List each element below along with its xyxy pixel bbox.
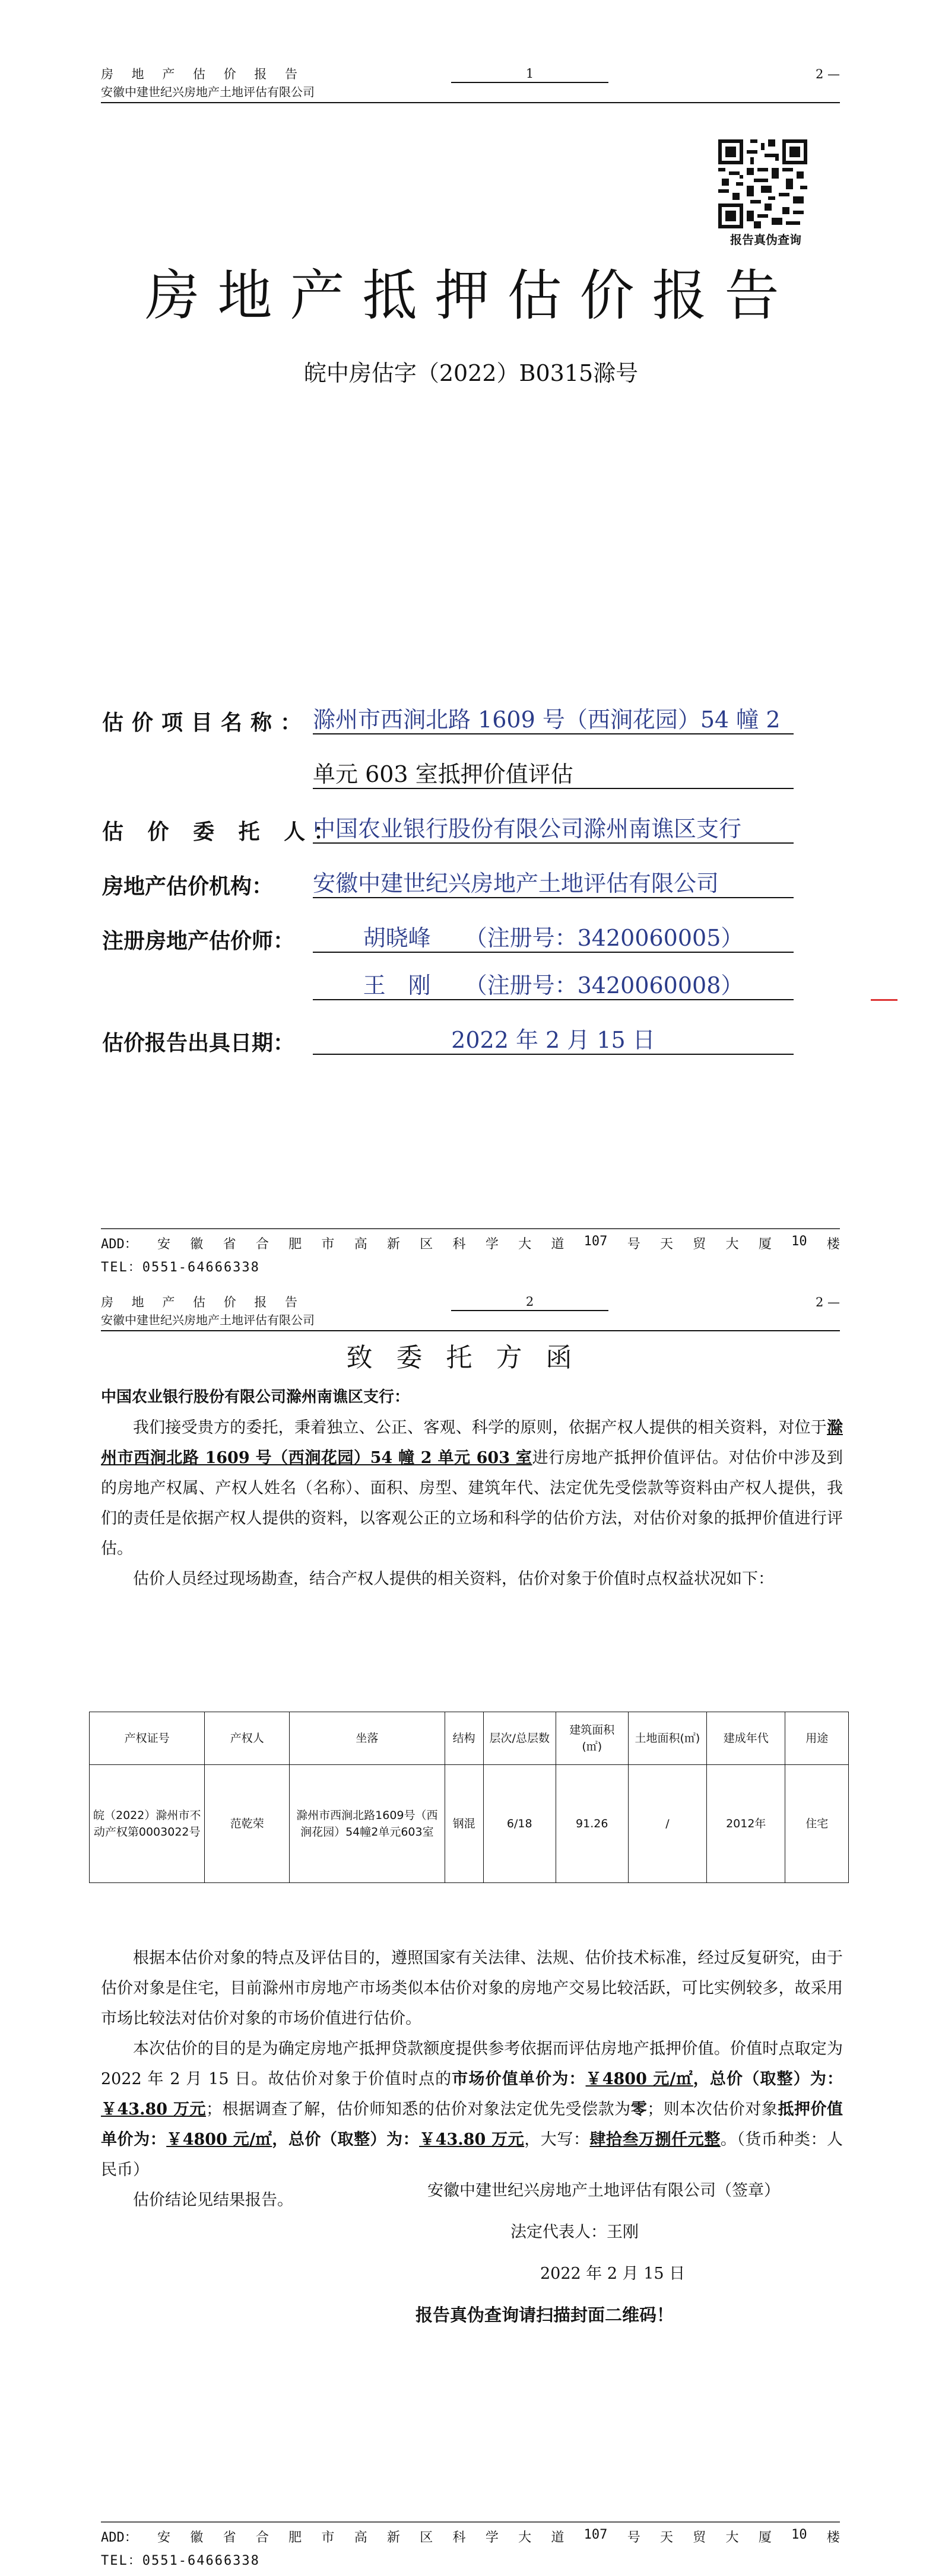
value-market-unit: ￥4800 元/㎡ bbox=[585, 2070, 693, 2088]
letter-property-address: 滁州市西涧北路 1609 号（西涧花园）54 幢 2 单元 603 室 bbox=[101, 1419, 843, 1467]
footer-divider bbox=[101, 1228, 840, 1229]
letter-text: 进行房地产抵押价值评估。对估价中涉及到的房地产权属、产权人姓名（名称）、面积、房型、建筑年代、法定优先受偿款等资料由产权人提供，我们的责任是依据产权人提供的资料，以客观公正的立场和科学的估价方法，对估价对象的抵押价值进行评估。 bbox=[101, 1449, 843, 1558]
footer-addr-part: 安 bbox=[157, 1237, 171, 1252]
page-footer bbox=[101, 1234, 840, 1276]
letter-text: ；则本次估价对象 bbox=[647, 2100, 778, 2119]
footer-tel: TEL：0551-64666338 bbox=[101, 1260, 260, 1275]
footer-addr-part: 省 bbox=[223, 1237, 236, 1252]
value-market-total: ￥43.80 万元 bbox=[101, 2100, 207, 2119]
info-label-appraisers: 注册房地产估价师： bbox=[102, 929, 295, 953]
letter-text: 我们接受贵方的委托，秉着独立、公正、客观、科学的原则，依据产权人提供的相关资料，对位于 bbox=[133, 1419, 827, 1437]
footer-addr-part: 107 bbox=[583, 1234, 608, 1249]
table-cell: 钢混 bbox=[445, 1765, 483, 1883]
info-row-project-cont bbox=[102, 761, 844, 815]
letter-text: 。（货币种类：人民币） bbox=[101, 2130, 843, 2179]
footer-addr-part: 楼 bbox=[826, 2530, 840, 2545]
letter-paragraph: 估价结论见结果报告。 bbox=[133, 2191, 293, 2209]
footer-addr-part: 徽 bbox=[190, 1237, 204, 1252]
footer-addr-part: 10 bbox=[791, 2527, 807, 2542]
footer-addr-part: 合 bbox=[255, 2530, 269, 2545]
table-header-cell: 建筑面积(㎡) bbox=[556, 1712, 628, 1765]
header-company: 安徽中建世纪兴房地产土地评估有限公司 bbox=[101, 1313, 315, 1327]
letter-text: ，大写： bbox=[524, 2130, 590, 2149]
label-mortgage-unit: 抵押价值单价为： bbox=[101, 2100, 843, 2149]
info-label-project: 估价项目名称： bbox=[102, 711, 310, 735]
info-value-project-line2: 单元 603 室抵押价值评估 bbox=[313, 761, 794, 789]
header-page-total: 2 — bbox=[815, 67, 840, 81]
footer-addr-part: 天 bbox=[659, 2530, 673, 2545]
header-divider bbox=[101, 102, 840, 103]
footer-addr-part: 安 bbox=[157, 2530, 171, 2545]
footer-addr-part: 学 bbox=[485, 2530, 499, 2545]
info-value-date: 2022 年 2 月 15 日 bbox=[313, 1026, 794, 1055]
qr-code-icon[interactable] bbox=[718, 139, 807, 228]
table-cell: 滁州市西涧北路1609号（西涧花园）54幢2单元603室 bbox=[290, 1765, 445, 1883]
info-row-date bbox=[102, 1026, 844, 1081]
letter-body-cont bbox=[101, 1943, 843, 2215]
info-label-agency: 房地产估价机构： bbox=[102, 874, 274, 899]
info-value-agency: 安徽中建世纪兴房地产土地评估有限公司 bbox=[313, 870, 794, 898]
footer-addr-part: 贸 bbox=[693, 1237, 706, 1252]
table-header-cell: 土地面积(㎡) bbox=[628, 1712, 706, 1765]
header-report-type: 房 地 产 估 价 报 告 bbox=[101, 67, 305, 81]
table-cell: 皖（2022）滁州市不动产权第0003022号 bbox=[90, 1765, 205, 1883]
table-header-row bbox=[90, 1712, 849, 1765]
footer-addr-part: 大 bbox=[518, 1237, 532, 1252]
info-row-agency bbox=[102, 870, 844, 924]
sign-representative: 法定代表人：王刚 bbox=[510, 2223, 639, 2241]
footer-addr-part: 市 bbox=[321, 1237, 335, 1252]
info-row-client bbox=[102, 815, 844, 870]
page-footer bbox=[101, 2527, 840, 2569]
table-header-cell: 层次/总层数 bbox=[483, 1712, 556, 1765]
table-header-cell: 结构 bbox=[445, 1712, 483, 1765]
footer-addr-part: 市 bbox=[321, 2530, 335, 2545]
value-amount-in-words: 肆拾叁万捌仟元整 bbox=[589, 2130, 721, 2149]
info-label-client: 估 价 委 托 人： bbox=[102, 820, 344, 844]
cover-page bbox=[0, 0, 942, 1281]
page-header bbox=[101, 1293, 840, 1329]
info-row-project bbox=[102, 706, 844, 761]
letter-text: 本次估价的目的是为确定房地产抵押贷款额度提供参考依据而评估房地产抵押价值。价值时点取定为 2022 年 2 月 15 日。故估价对象于价值时点的 bbox=[101, 2040, 843, 2088]
header-page-number: 1 bbox=[451, 65, 608, 83]
table-header-cell: 建成年代 bbox=[707, 1712, 785, 1765]
header-company: 安徽中建世纪兴房地产土地评估有限公司 bbox=[101, 85, 315, 99]
footer-addr-part: 新 bbox=[386, 1237, 400, 1252]
page-header bbox=[101, 65, 840, 101]
letter-body bbox=[101, 1382, 843, 1594]
table-cell: / bbox=[628, 1765, 706, 1883]
footer-addr-part: 贸 bbox=[693, 2530, 706, 2545]
footer-addr-part: 道 bbox=[551, 2530, 564, 2545]
footer-addr-part: 区 bbox=[420, 2530, 433, 2545]
letter-text: ；根据调查了解，估价师知悉的估价对象法定优先受偿款为 bbox=[206, 2100, 631, 2119]
table-header-cell: 产权人 bbox=[205, 1712, 290, 1765]
footer-addr-part: 大 bbox=[725, 2530, 739, 2545]
sign-company: 安徽中建世纪兴房地产土地评估有限公司（签章） bbox=[427, 2181, 780, 2200]
footer-addr-part: 号 bbox=[627, 1237, 640, 1252]
table-cell: 6/18 bbox=[483, 1765, 556, 1883]
footer-address bbox=[101, 2527, 840, 2546]
footer-addr-part: 高 bbox=[354, 1237, 367, 1252]
info-row-appraiser2 bbox=[102, 972, 844, 1026]
footer-addr-part: 科 bbox=[452, 2530, 466, 2545]
footer-addr-part: 厦 bbox=[758, 1237, 772, 1252]
value-mortgage-unit: ￥4800 元/㎡ bbox=[166, 2130, 272, 2149]
table-cell: 住宅 bbox=[785, 1765, 849, 1883]
footer-addr-part: 道 bbox=[551, 1237, 564, 1252]
table-header-cell: 产权证号 bbox=[90, 1712, 205, 1765]
footer-addr-part: 107 bbox=[583, 2527, 608, 2542]
sign-date: 2022 年 2 月 15 日 bbox=[540, 2265, 686, 2283]
table-cell: 91.26 bbox=[556, 1765, 628, 1883]
footer-addr-part: ADD： bbox=[101, 2530, 138, 2545]
label-market-unit: 市场价值单价为： bbox=[452, 2070, 586, 2088]
value-priority-claims: 零 bbox=[630, 2100, 648, 2119]
footer-divider bbox=[101, 2521, 840, 2523]
header-page-number: 2 bbox=[451, 1293, 608, 1311]
letter-paragraph: 根据本估价对象的特点及评估目的，遵照国家有关法律、法规、估价技术标准，经过反复研究，由于估价对象是住宅，目前滁州市房地产市场类似本估价对象的房地产交易比较活跃，可比实例较多，故采用市场比较法对估价对象的市场价值进行估价。 bbox=[101, 1949, 843, 2028]
info-value-appraiser2: 王 刚 （注册号：3420060008） bbox=[313, 972, 794, 1000]
verify-note: 报告真伪查询请扫描封面二维码！ bbox=[416, 2305, 674, 2325]
footer-tel: TEL：0551-64666338 bbox=[101, 2553, 260, 2568]
header-report-type: 房 地 产 估 价 报 告 bbox=[101, 1295, 305, 1309]
header-divider bbox=[101, 1330, 840, 1331]
letter-paragraph: 估价人员经过现场勘查，结合产权人提供的相关资料，估价对象于价值时点权益状况如下： bbox=[133, 1570, 774, 1588]
footer-addr-part: 肥 bbox=[288, 1237, 302, 1252]
cover-info bbox=[102, 706, 844, 1081]
footer-addr-part: 天 bbox=[659, 1237, 673, 1252]
letter-title: 致委托方函 bbox=[346, 1343, 596, 1373]
info-row-appraiser1 bbox=[102, 924, 844, 972]
table-header-cell: 坐落 bbox=[290, 1712, 445, 1765]
table-row bbox=[90, 1765, 849, 1883]
footer-addr-part: 大 bbox=[518, 2530, 532, 2545]
table-header-cell: 用途 bbox=[785, 1712, 849, 1765]
footer-addr-part: 10 bbox=[791, 1234, 807, 1249]
footer-addr-part: 楼 bbox=[826, 1237, 840, 1252]
red-mark bbox=[871, 999, 897, 1001]
footer-addr-part: 大 bbox=[725, 1237, 739, 1252]
footer-addr-part: 高 bbox=[354, 2530, 367, 2545]
info-value-appraiser1: 胡晓峰 （注册号：3420060005） bbox=[313, 924, 794, 953]
footer-addr-part: 号 bbox=[627, 2530, 640, 2545]
letter-addressee: 中国农业银行股份有限公司滁州南谯区支行： bbox=[101, 1388, 410, 1406]
footer-addr-part: 区 bbox=[420, 1237, 433, 1252]
table-cell: 范乾荣 bbox=[205, 1765, 290, 1883]
info-value-project-line1: 滁州市西涧北路 1609 号（西涧花园）54 幢 2 bbox=[313, 706, 794, 734]
footer-address bbox=[101, 1234, 840, 1252]
report-number: 皖中房估字（2022）B0315滁号 bbox=[303, 360, 639, 386]
info-value-client: 中国农业银行股份有限公司滁州南谯区支行 bbox=[313, 815, 794, 844]
footer-addr-part: ADD： bbox=[101, 1237, 138, 1252]
rights-table bbox=[89, 1712, 849, 1883]
footer-addr-part: 合 bbox=[255, 1237, 269, 1252]
header-page-total: 2 — bbox=[815, 1295, 840, 1309]
footer-addr-part: 学 bbox=[485, 1237, 499, 1252]
footer-addr-part: 科 bbox=[452, 1237, 466, 1252]
signature-block bbox=[416, 2177, 831, 2343]
footer-addr-part: 省 bbox=[223, 2530, 236, 2545]
label-market-total: ，总价（取整）为： bbox=[693, 2070, 843, 2088]
letter-paragraph bbox=[101, 2034, 843, 2185]
table-cell: 2012年 bbox=[707, 1765, 785, 1883]
value-mortgage-total: ￥43.80 万元 bbox=[419, 2130, 525, 2149]
footer-addr-part: 新 bbox=[386, 2530, 400, 2545]
letter-paragraph bbox=[101, 1413, 843, 1564]
letter-page bbox=[0, 1281, 942, 2576]
qr-caption: 报告真伪查询 bbox=[730, 233, 801, 247]
footer-addr-part: 徽 bbox=[190, 2530, 204, 2545]
info-label-date: 估价报告出具日期： bbox=[102, 1031, 295, 1055]
footer-addr-part: 肥 bbox=[288, 2530, 302, 2545]
label-mortgage-total: ，总价（取整）为： bbox=[272, 2130, 420, 2149]
footer-addr-part: 厦 bbox=[758, 2530, 772, 2545]
report-title: 房地产抵押估价报告 bbox=[145, 264, 797, 327]
